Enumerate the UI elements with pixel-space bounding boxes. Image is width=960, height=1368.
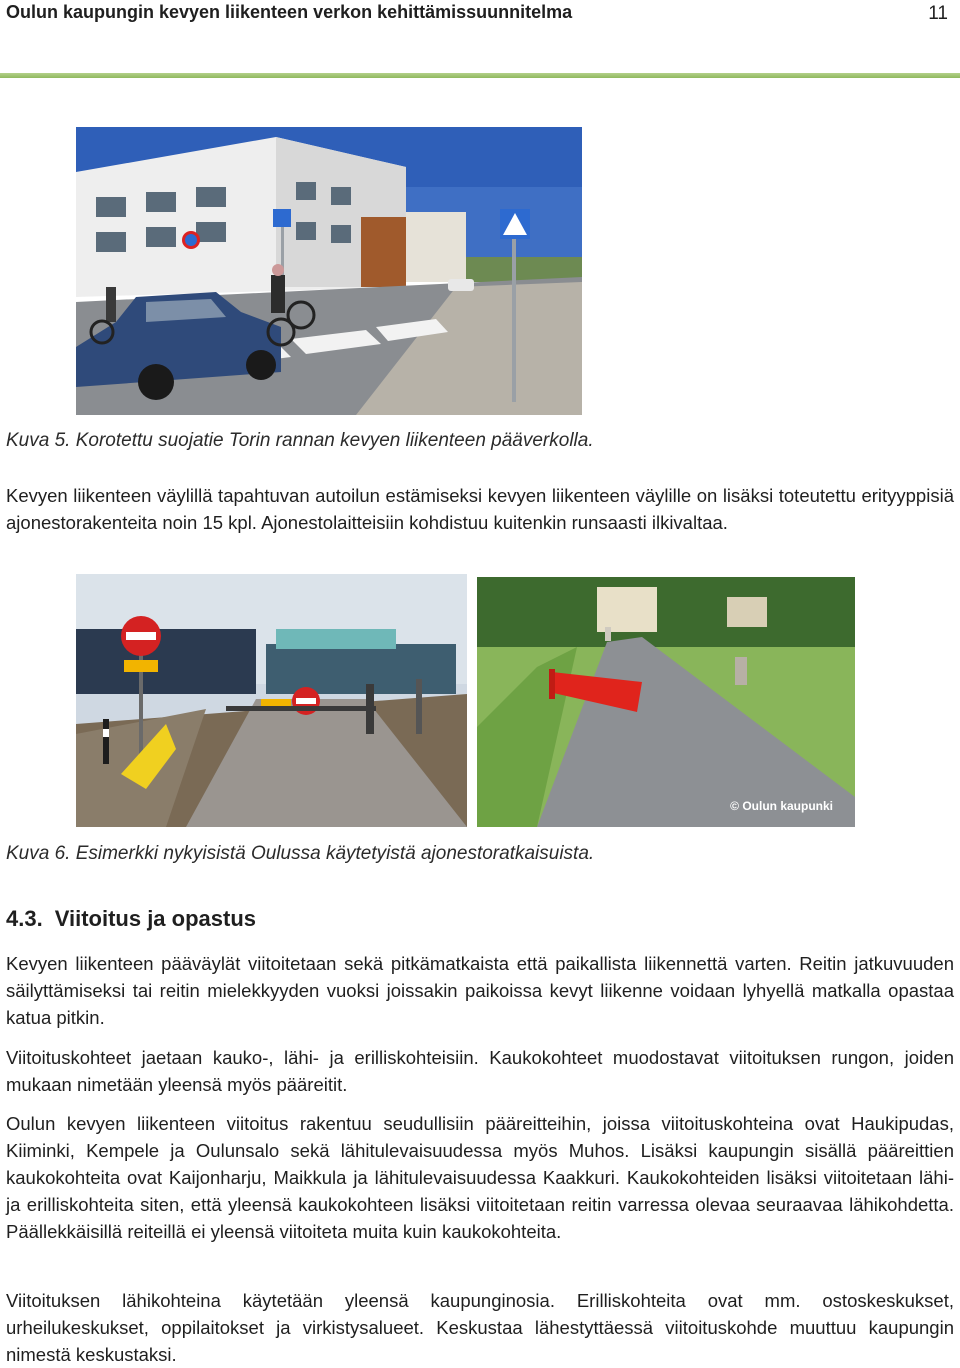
photo-raised-crossing (76, 127, 582, 415)
page-header (6, 0, 954, 40)
paragraph-signage-targets: Viitoituskohteet jaetaan kauko-, lähi- ja erilliskohteisiin. Kaukokohteet muodostavat viitoituksen rungon, joiden mukaan nimetään yleensä myös pääreitit. (6, 1047, 954, 1095)
paragraph-signage-local: Viitoituksen lähikohteina käytetään yleensä kaupunginosia. Erilliskohteita ovat mm. ostoskeskukset, urheilukeskukset, oppilaitokset ja virkistysalueet. Keskustaa lähestyttäessä viitoituskohde muuttuu kaupungin nimestä keskustaksi. (6, 1290, 954, 1365)
paragraph-barriers: Kevyen liikenteen väylillä tapahtuvan autoilun estämiseksi kevyen liikenteen väylille on lisäksi toteutettu erityyppisiä ajonestorakenteita noin 15 kpl. Ajonestolaitteisiin kohdistuu kuitenkin runsaasti ilkivaltaa. (6, 485, 954, 533)
photo-path-barrier (477, 577, 855, 827)
section-title: Viitoitus ja opastus (54, 906, 257, 931)
photo-credit: © Oulun kaupunki (730, 799, 833, 813)
document-title: Oulun kaupungin kevyen liikenteen verkon kehittämissuunnitelma (6, 2, 573, 22)
section-number: 4.3. (6, 906, 43, 931)
paragraph-signage-intro: Kevyen liikenteen pääväylät viitoitetaan sekä pitkämatkaista että paikallista liikennettä varten. Reitin jatkuvuuden säilyttämiseksi tai reitin mielekkyyden vuoksi joissakin paikoissa kevyt liikenne voidaan lyhyellä matkalla opastaa katua pitkin. (6, 953, 954, 1028)
figure5-caption: Kuva 5. Korotettu suojatie Torin rannan kevyen liikenteen pääverkolla. (6, 430, 594, 451)
paragraph-signage-routes: Oulun kevyen liikenteen viitoitus rakentuu seudullisiin pääreitteihin, joissa viitoituskohteina ovat Haukipudas, Kiiminki, Kempele ja Oulunsalo sekä lähitulevaisuudessa myös Muhos. Lisäksi kaupungin sisällä pääreittien kaukokohteita ovat Kaijonharju, Maikkula ja lähitulevaisuudessa Kaakkuri. Kaukokohteiden lisäksi viitoitetaan lähi- ja erilliskohteita siten, että yleensä kaukokohteen lisäksi viitoitetaan reitin varressa olevaa seuraavaa lähikohdetta. Päällekkäisillä reiteillä ei yleensä viitoiteta muita kuin kaukokohteita. (6, 1113, 954, 1242)
photo-barrier-gate (76, 574, 467, 827)
header-rule (0, 73, 960, 78)
page-number: 11 (928, 3, 948, 24)
figure6-caption: Kuva 6. Esimerkki nykyisistä Oulussa käytetyistä ajonestoratkaisuista. (6, 843, 595, 864)
section-heading (6, 906, 256, 932)
